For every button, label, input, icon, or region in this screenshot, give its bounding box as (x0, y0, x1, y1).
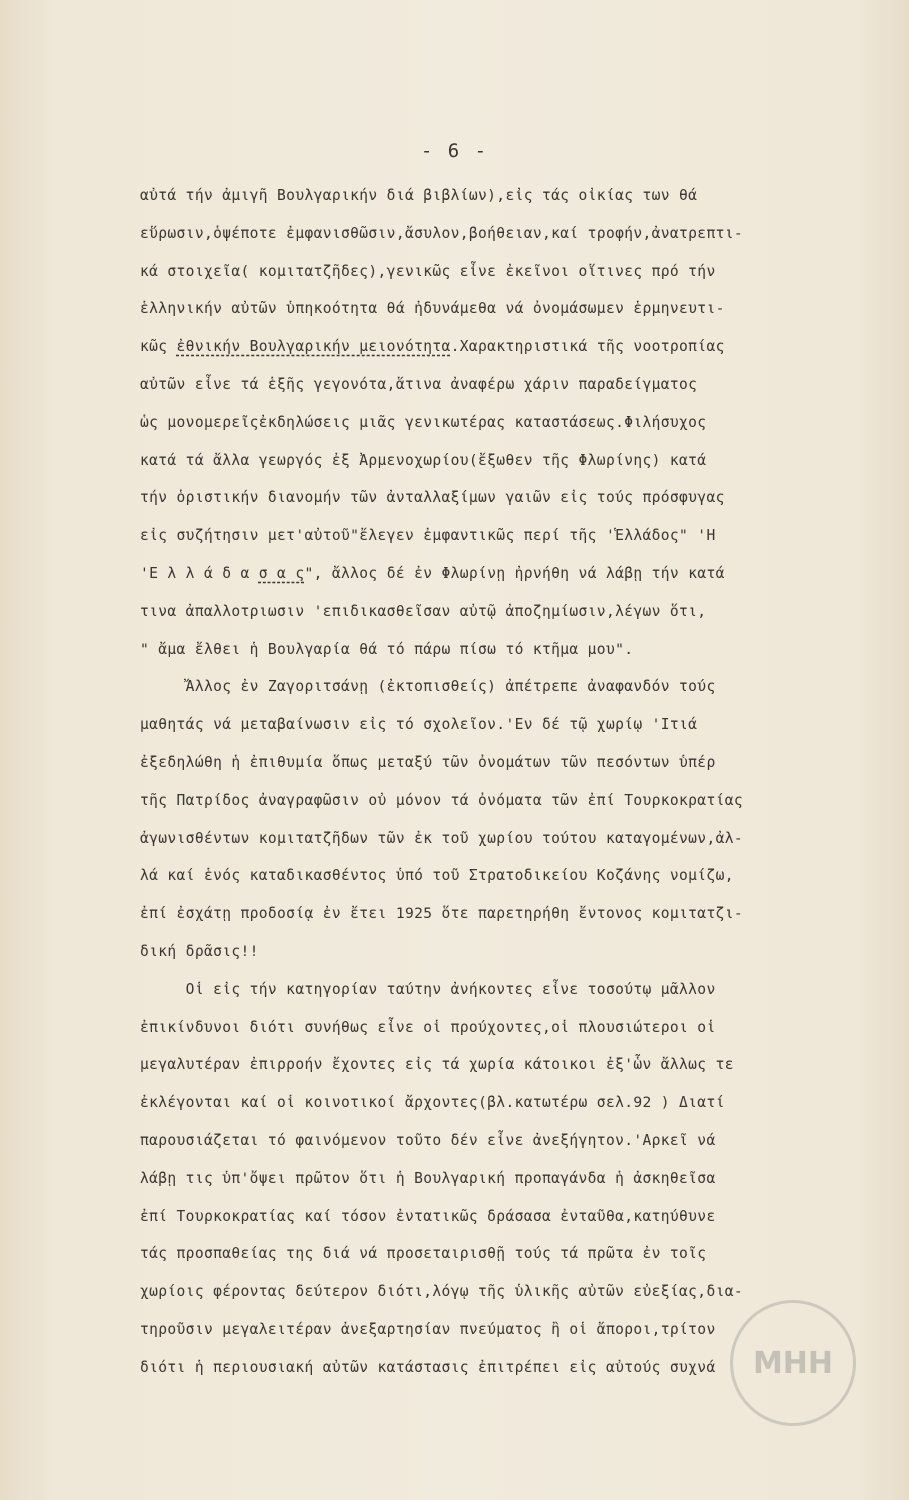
text-line: δική δρᾶσις!! (140, 942, 259, 960)
underlined-phrase: σ α ς (258, 564, 305, 582)
text-line: αὐτῶν εἶνε τά ἑξῆς γεγονότα,ἅτινα ἀναφέρω χάριν παραδείγματος (140, 375, 698, 393)
text-line: τάς προσπαθείας της διά νά προσεταιρισθῇ τούς τά πρῶτα ἐν τοῖς (140, 1245, 707, 1263)
text-line: κά στοιχεῖα( κομιτατζῆδες),γενικῶς εἶνε ἐκεῖνοι οἵτινες πρό τήν (140, 262, 716, 280)
text-line (140, 328, 900, 366)
underlined-phrase: ἐθνικήν Βουλγαρικήν μειονότητα (176, 338, 451, 356)
text-segment: ", ἄλλος δέ ἐν Φλωρίνῃ ἠρνήθη νά λάβῃ τήν κατά (304, 564, 725, 582)
page-number: - 6 - (420, 140, 489, 162)
body-text (140, 177, 900, 1387)
text-line: μαθητάς νά μεταβαίνωσιν εἰς τό σχολεῖον.'Εν δέ τῷ χωρίῳ 'Ιτιά (140, 716, 698, 734)
text-line: τινα ἀπαλλοτριωσιν 'επιδικασθεῖσαν αὐτῷ ἀποζημίωσιν,λέγων ὅτι, (140, 602, 707, 620)
text-line: τηροῦσιν μεγαλειτέραν ἀνεξαρτησίαν πνεύματος ἢ οἱ ἄποροι,τρίτον (140, 1320, 716, 1338)
text-line: ἐπί Τουρκοκρατίας καί τόσον ἐντατικῶς δράσασα ἐνταῦθα,κατηύθυνε (140, 1207, 716, 1225)
text-line: ἐξεδηλώθη ἡ ἐπιθυμία ὅπως μεταξύ τῶν ὀνομάτων τῶν πεσόντων ὑπέρ (140, 753, 716, 771)
text-segment: κῶς (140, 338, 177, 356)
text-line: ἐκλέγονται καί οἱ κοινοτικοί ἄρχοντες(βλ.κατωτέρω σελ.92 ) Διατί (140, 1094, 725, 1112)
text-line: εὕρωσιν,ὁψέποτε ἐμφανισθῶσιν,ἄσυλον,βοήθειαν,καί τροφήν,ἀνατρεπτι- (140, 224, 743, 242)
text-line: διότι ἡ περιουσιακή αὐτῶν κατάστασις ἐπιτρέπει εἰς αὐτούς συχνά (140, 1358, 716, 1376)
text-line: ἀγωνισθέντων κομιτατζῆδων τῶν ἐκ τοῦ χωρίου τούτου καταγομένων,ἀλ- (140, 829, 743, 847)
text-line: ὡς μονομερεῖςἐκδηλώσεις μιᾶς γενικωτέρας καταστάσεως.Φιλήσυχος (140, 413, 707, 431)
text-line: ἐπικίνδυνοι διότι συνήθως εἶνε οἱ προύχοντες,οἱ πλουσιώτεροι οἱ (140, 1018, 716, 1036)
text-line: μεγαλυτέραν ἐπιρροήν ἔχοντες εἰς τά χωρία κάτοικοι ἐξ'ὧν ἄλλως τε (140, 1056, 734, 1074)
text-line: Οἱ εἰς τήν κατηγορίαν ταύτην ἀνήκοντες εἶνε τοσούτῳ μᾶλλον (140, 980, 716, 998)
text-segment: .Χαρακτηριστικά τῆς νοοτροπίας (450, 338, 725, 356)
text-line: παρουσιάζεται τό φαινόμενον τοῦτο δέν εἶνε ἀνεξήγητον.'Αρκεῖ νά (140, 1131, 716, 1149)
text-line: λά καί ἑνός καταδικασθέντος ὑπό τοῦ Στρατοδικείου Κοζάνης νομίζω, (140, 867, 734, 885)
text-line: ἑλληνικήν αὐτῶν ὑπηκοότητα θά ἠδυνάμεθα νά ὀνομάσωμεν ἑρμηνευτι- (140, 300, 725, 318)
text-line (140, 555, 900, 593)
text-line: κατά τά ἄλλα γεωργός ἐξ Ἀρμενοχωρίου(ἔξωθεν τῆς Φλωρίνης) κατά (140, 451, 707, 469)
text-line: λάβῃ τις ὑπ'ὄψει πρῶτον ὅτι ἡ Βουλγαρική προπαγάνδα ἡ ἀσκηθεῖσα (140, 1169, 716, 1187)
text-line: χωρίοις φέροντας δεύτερον διότι,λόγῳ τῆς ὑλικῆς αὐτῶν εὐεξίας,δια- (140, 1283, 743, 1301)
stamp-text: ΜΗΗ (752, 1345, 834, 1381)
text-line: εἰς συζήτησιν μετ'αὐτοῦ"ἔλεγεν ἐμφαντικῶς περί τῆς 'Ἑλλάδος" 'Η (140, 527, 716, 545)
text-line: ἐπί ἐσχάτῃ προδοσίᾳ ἐν ἔτει 1925 ὅτε παρετηρήθη ἔντονος κομιτατζι- (140, 905, 743, 923)
text-line: τήν ὁριστικήν διανομήν τῶν ἀνταλλαξίμων γαιῶν εἰς τούς πρόσφυγας (140, 489, 725, 507)
archive-stamp (730, 1300, 856, 1426)
text-line: " ἄμα ἔλθει ἡ Βουλγαρία θά τό πάρω πίσω τό κτῆμα μου". (140, 640, 634, 658)
text-line: τῆς Πατρίδος ἀναγραφῶσιν οὐ μόνον τά ὀνόματα τῶν ἐπί Τουρκοκρατίας (140, 791, 743, 809)
text-line: αὐτά τήν ἀμιγῆ Βουλγαρικήν διά βιβλίων),εἰς τάς οἰκίας των θά (140, 187, 698, 204)
text-line: Ἄλλος ἐν Ζαγοριτσάνῃ (ἐκτοπισθείς) ἀπέτρεπε ἀναφανδόν τούς (140, 678, 716, 696)
text-segment: 'Ε λ λ ά δ α (140, 564, 259, 582)
